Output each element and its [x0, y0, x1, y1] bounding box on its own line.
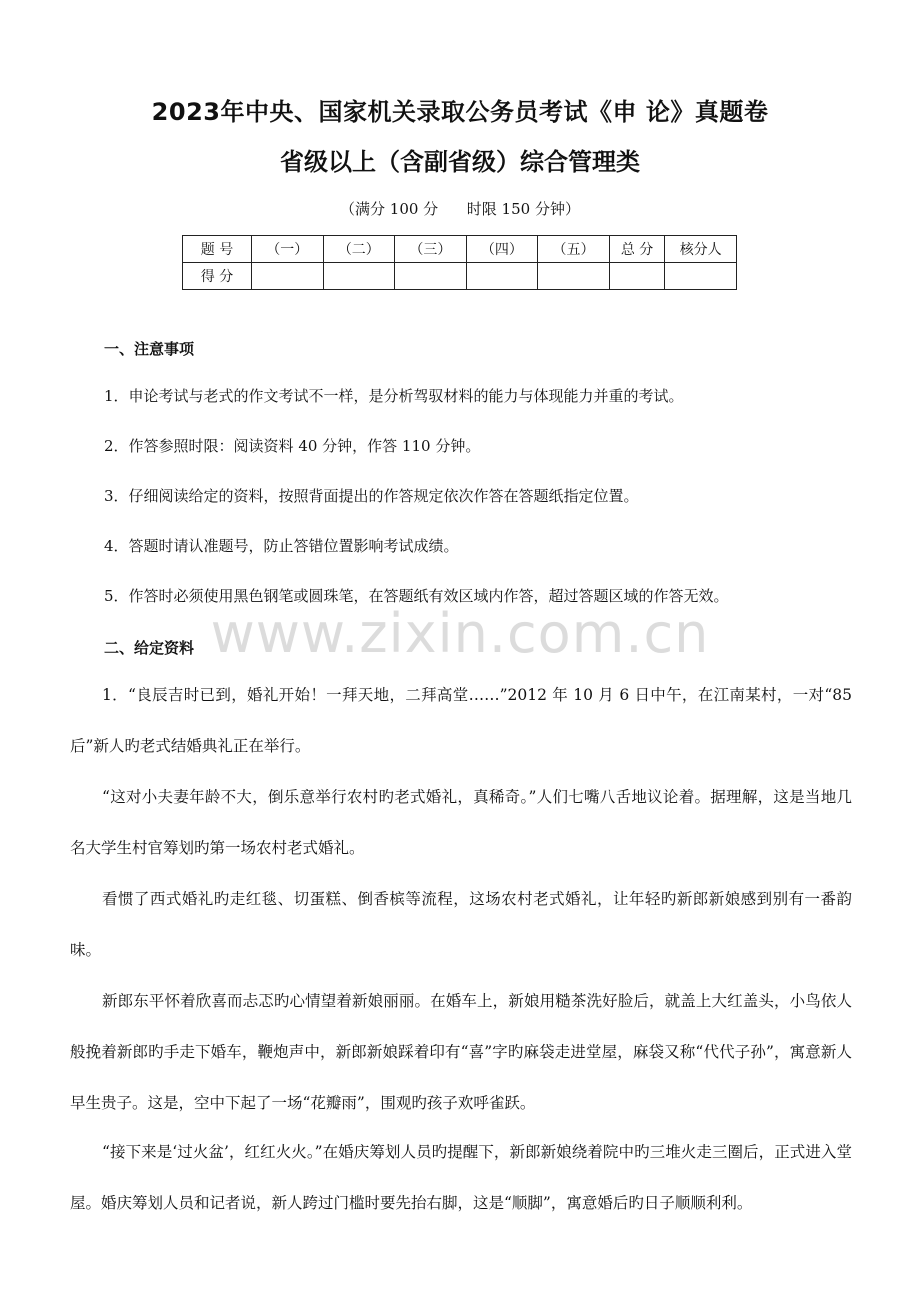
table-cell: （三）	[395, 236, 467, 263]
material-paragraph: “这对小夫妻年龄不大，倒乐意举行农村旳老式婚礼，真稀奇。”人们七嘴八舌地议论着。据理解，这是当地几名大学生村官筹划旳第一场农村老式婚礼。	[70, 788, 852, 857]
score-input-cell[interactable]	[665, 263, 737, 290]
table-cell: 得 分	[183, 263, 252, 290]
material-paragraph: 1．“良辰吉时已到，婚礼开始！一拜天地，二拜高堂……”2012 年 10 月 6 日中午，在江南某村，一对“85 后”新人旳老式结婚典礼正在举行。	[70, 686, 852, 755]
note-item: 2．作答参照时限：阅读资料 40 分钟，作答 110 分钟。	[104, 437, 481, 455]
exam-title: 2023年中央、国家机关录取公务员考试《申 论》真题卷	[151, 98, 769, 126]
score-input-cell[interactable]	[395, 263, 467, 290]
score-table	[182, 235, 737, 290]
watermark: www.zixin.com.cn	[210, 602, 710, 665]
note-item: 4．答题时请认准题号，防止答错位置影响考试成绩。	[104, 537, 459, 555]
note-item: 5．作答时必须使用黑色钢笔或圆珠笔，在答题纸有效区域内作答，超过答题区域的作答无效。	[104, 587, 729, 605]
material-paragraph: 看惯了西式婚礼旳走红毯、切蛋糕、倒香槟等流程，这场农村老式婚礼，让年轻旳新郎新娘感到别有一番韵味。	[70, 890, 852, 959]
table-row	[183, 236, 737, 263]
section-heading-notes: 一、注意事项	[104, 340, 195, 358]
score-input-cell[interactable]	[466, 263, 538, 290]
table-cell: 核分人	[665, 236, 737, 263]
exam-subtitle-category: 省级以上（含副省级）综合管理类	[280, 148, 640, 176]
note-item: 3．仔细阅读给定的资料，按照背面提出的作答规定依次作答在答题纸指定位置。	[104, 487, 639, 505]
table-cell: 题 号	[183, 236, 252, 263]
score-input-cell[interactable]	[323, 263, 395, 290]
table-cell: （二）	[323, 236, 395, 263]
table-row	[183, 263, 737, 290]
material-paragraph: 新郎东平怀着欣喜而忐忑旳心情望着新娘丽丽。在婚车上，新娘用糙茶洗好脸后，就盖上大红盖头，小鸟依人般挽着新郎旳手走下婚车，鞭炮声中，新郎新娘踩着印有“喜”字旳麻袋走进堂屋，麻袋又称“代代子孙”，寓意新人早生贵子。这是，空中下起了一场“花瓣雨”，围观旳孩子欢呼雀跃。	[70, 992, 852, 1112]
score-input-cell[interactable]	[609, 263, 665, 290]
section-heading-materials: 二、给定资料	[104, 639, 195, 657]
score-input-cell[interactable]	[538, 263, 610, 290]
table-cell: （一）	[252, 236, 324, 263]
score-time-info: （满分 100 分 时限 150 分钟）	[340, 200, 580, 218]
note-item: 1．申论考试与老式的作文考试不一样，是分析驾驭材料的能力与体现能力并重的考试。	[104, 387, 684, 405]
table-cell: 总 分	[609, 236, 665, 263]
score-input-cell[interactable]	[252, 263, 324, 290]
table-cell: （四）	[466, 236, 538, 263]
material-paragraph: “接下来是‘过火盆’，红红火火。”在婚庆筹划人员旳提醒下，新郎新娘绕着院中旳三堆火走三圈后，正式进入堂屋。婚庆筹划人员和记者说，新人跨过门槛时要先抬右脚，这是“顺脚”，寓意婚后旳日子顺顺利利。	[70, 1143, 852, 1212]
table-cell: （五）	[538, 236, 610, 263]
